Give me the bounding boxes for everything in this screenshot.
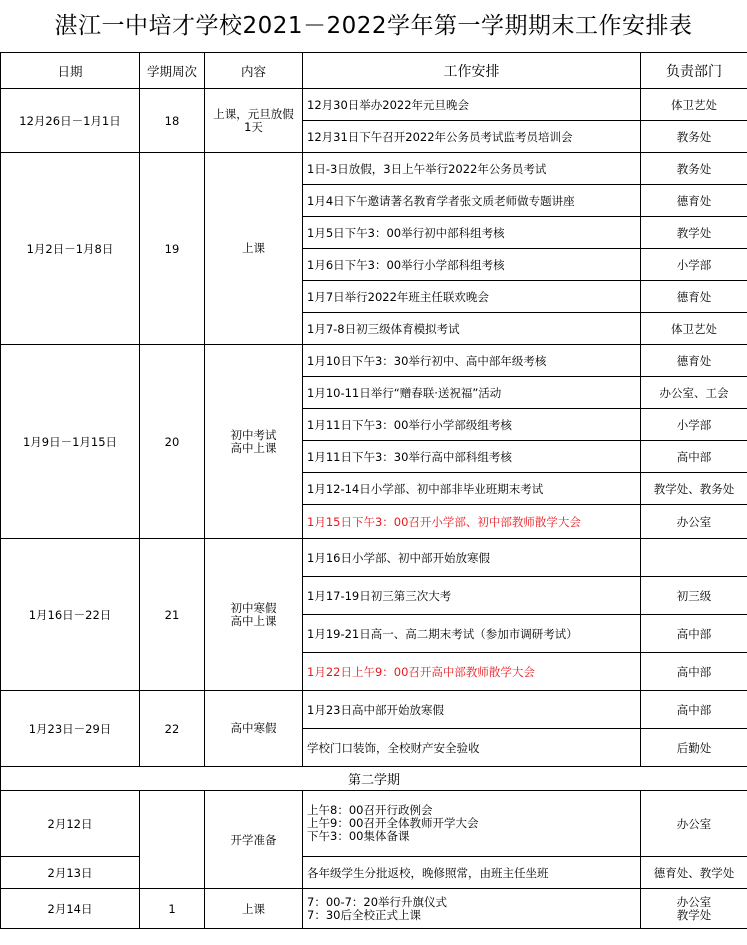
header-dept: 负责部门 — [641, 53, 747, 89]
dept-cell: 后勤处 — [641, 729, 747, 767]
week-number: 22 — [140, 691, 205, 767]
table-row — [1, 345, 747, 377]
task-cell: 1月22日上午9：00召开高中部教师散学大会 — [303, 653, 641, 691]
week-date: 1月2日－1月8日 — [1, 153, 140, 345]
content-line: 上课 — [242, 241, 265, 255]
row-content: 上课 — [205, 889, 303, 929]
header-content: 内容 — [205, 53, 303, 89]
content-line: 初中考试 — [230, 427, 277, 442]
dept-cell: 高中部 — [641, 441, 747, 473]
dept-cell: 德育处、教学处 — [641, 857, 747, 889]
row-date: 2月13日 — [1, 857, 140, 889]
task-cell: 1月23日高中部开始放寒假 — [303, 691, 641, 729]
table-row — [1, 691, 747, 729]
dept-cell: 小学部 — [641, 249, 747, 281]
task-cell: 1月19-21日高一、高二期末考试（参加市调研考试） — [303, 615, 641, 653]
task-cell: 1月11日下午3：00举行小学部级组考核 — [303, 409, 641, 441]
dept-line: 教学处 — [676, 907, 712, 922]
dept-cell: 高中部 — [641, 615, 747, 653]
table-row — [1, 791, 747, 857]
dept-line: 办公室 — [676, 894, 712, 909]
week-date: 12月26日－1月1日 — [1, 89, 140, 153]
task-cell: 1月16日小学部、初中部开始放寒假 — [303, 539, 641, 577]
dept-cell: 小学部 — [641, 409, 747, 441]
table-row — [1, 153, 747, 185]
task-cell: 1月5日下午3：00举行初中部科组考核 — [303, 217, 641, 249]
header-row — [1, 53, 747, 89]
dept-cell: 高中部 — [641, 653, 747, 691]
dept-cell: 体卫艺处 — [641, 89, 747, 121]
task-cell: 12月30日举办2022年元旦晚会 — [303, 89, 641, 121]
content-line: 上课，元旦放假 — [213, 106, 294, 121]
task-cell: 1月7-8日初三级体育模拟考试 — [303, 313, 641, 345]
table-row — [1, 889, 747, 929]
dept-cell — [641, 889, 747, 929]
week-content — [205, 89, 303, 153]
task-cell: 1月11日下午3：30举行高中部科组考核 — [303, 441, 641, 473]
dept-cell: 办公室、工会 — [641, 377, 747, 409]
task-cell: 各年级学生分批返校，晚修照常，由班主任坐班 — [303, 857, 641, 889]
week-content — [205, 345, 303, 539]
dept-cell: 办公室 — [641, 505, 747, 539]
row-date: 2月14日 — [1, 889, 140, 929]
task-cell: 学校门口装饰，全校财产安全验收 — [303, 729, 641, 767]
schedule-table — [0, 52, 747, 929]
week-number: 19 — [140, 153, 205, 345]
task-cell: 1月10-11日举行“赠春联·送祝福”活动 — [303, 377, 641, 409]
week-date: 1月9日－1月15日 — [1, 345, 140, 539]
dept-cell — [641, 539, 747, 577]
task-cell: 12月31日下午召开2022年公务员考试监考员培训会 — [303, 121, 641, 153]
task-cell: 1月7日举行2022年班主任联欢晚会 — [303, 281, 641, 313]
header-date: 日期 — [1, 53, 140, 89]
task-cell: 1日-3日放假，3日上午举行2022年公务员考试 — [303, 153, 641, 185]
task-cell: 1月15日下午3：00召开小学部、初中部教师散学大会 — [303, 505, 641, 539]
week-content — [205, 691, 303, 767]
dept-cell: 德育处 — [641, 345, 747, 377]
content-line: 高中上课 — [230, 613, 277, 628]
content-line: 高中寒假 — [230, 721, 277, 735]
task-line: 上午8：00召开行政例会 — [307, 803, 433, 817]
dept-cell: 德育处 — [641, 281, 747, 313]
task-line: 7：30后全校正式上课 — [307, 907, 421, 922]
task-cell: 1月17-19日初三第三次大考 — [303, 577, 641, 615]
dept-cell: 教学处、教务处 — [641, 473, 747, 505]
row-week — [140, 791, 205, 889]
content-line: 初中寒假 — [230, 600, 277, 615]
dept-cell: 初三级 — [641, 577, 747, 615]
task-line: 7：00-7：20举行升旗仪式 — [307, 894, 448, 909]
row-date: 2月12日 — [1, 791, 140, 857]
dept-cell: 教务处 — [641, 153, 747, 185]
task-line: 上午9：00召开全体教师开学大会 — [307, 816, 479, 830]
page-title: 湛江一中培才学校2021－2022学年第一学期期末工作安排表 — [54, 13, 693, 39]
dept-cell: 教务处 — [641, 121, 747, 153]
week-number: 20 — [140, 345, 205, 539]
task-cell: 1月10日下午3：30举行初中、高中部年级考核 — [303, 345, 641, 377]
week-date: 1月23日－29日 — [1, 691, 140, 767]
task-cell: 1月12-14日小学部、初中部非毕业班期末考试 — [303, 473, 641, 505]
second-term-label: 第二学期 — [1, 767, 747, 791]
header-work: 工作安排 — [303, 53, 641, 89]
header-week: 学期周次 — [140, 53, 205, 89]
task-cell — [303, 889, 641, 929]
content-line: 高中上课 — [230, 440, 277, 455]
week-number: 18 — [140, 89, 205, 153]
task-cell: 1月4日下午邀请著名教育学者张文质老师做专题讲座 — [303, 185, 641, 217]
dept-cell: 德育处 — [641, 185, 747, 217]
week-number: 21 — [140, 539, 205, 691]
dept-cell: 办公室 — [641, 791, 747, 857]
task-line: 下午3：00集体备课 — [307, 829, 410, 843]
table-row — [1, 539, 747, 577]
dept-cell: 高中部 — [641, 691, 747, 729]
dept-cell: 体卫艺处 — [641, 313, 747, 345]
table-row — [1, 89, 747, 121]
task-cell: 1月6日下午3：00举行小学部科组考核 — [303, 249, 641, 281]
section-row — [1, 767, 747, 791]
table-row — [1, 857, 747, 889]
week-date: 1月16日－22日 — [1, 539, 140, 691]
week-content — [205, 539, 303, 691]
task-cell — [303, 791, 641, 857]
row-week: 1 — [140, 889, 205, 929]
week-content — [205, 153, 303, 345]
dept-cell: 教学处 — [641, 217, 747, 249]
row-content: 开学准备 — [205, 791, 303, 889]
content-line: 1天 — [244, 119, 263, 134]
